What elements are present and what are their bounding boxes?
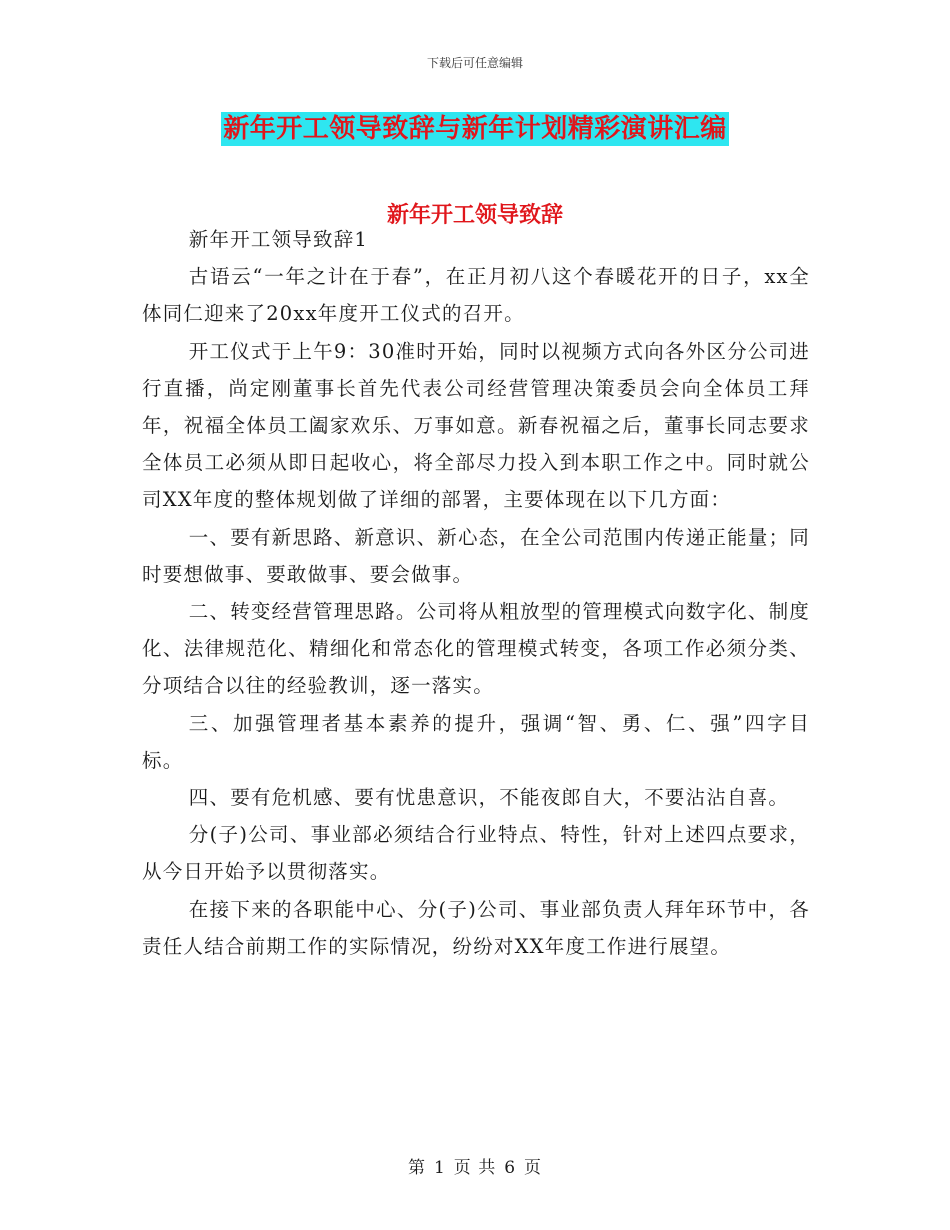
paragraph: 二、转变经营管理思路。公司将从粗放型的管理模式向数字化、制度化、法律规范化、精细化和常态化的管理模式转变，各项工作必须分类、分项结合以往的经验教训，逐一落实。 bbox=[142, 600, 810, 698]
page-footer bbox=[0, 1153, 950, 1178]
paragraph-heading: 新年开工领导致辞1 bbox=[188, 228, 369, 251]
footer-prefix: 第 bbox=[407, 1158, 426, 1178]
footer-middle: 页 共 bbox=[453, 1158, 497, 1178]
section-title: 新年开工领导致辞 bbox=[386, 202, 563, 228]
total-pages-number: 6 bbox=[504, 1158, 517, 1178]
current-page-number: 1 bbox=[433, 1158, 446, 1178]
paragraph: 一、要有新思路、新意识、新心态，在全公司范围内传递正能量；同时要想做事、要敢做事、要会做事。 bbox=[142, 525, 810, 586]
paragraph: 三、加强管理者基本素养的提升，强调“智、勇、仁、强”四字目标。 bbox=[142, 711, 810, 772]
body-text bbox=[142, 221, 810, 965]
paragraph: 古语云“一年之计在于春”，在正月初八这个春暖花开的日子，xx全体同仁迎来了20xx年度开工仪式的召开。 bbox=[142, 265, 810, 326]
main-title-container bbox=[0, 112, 950, 146]
main-title: 新年开工领导致辞与新年计划精彩演讲汇编 bbox=[223, 114, 727, 144]
paragraph: 在接下来的各职能中心、分(子)公司、事业部负责人拜年环节中，各责任人结合前期工作的实际情况，纷纷对XX年度工作进行展望。 bbox=[142, 897, 810, 958]
footer-suffix: 页 bbox=[524, 1158, 543, 1178]
paragraph: 开工仪式于上午9：30准时开始，同时以视频方式向各外区分公司进行直播，尚定刚董事长首先代表公司经营管理决策委员会向全体员工拜年，祝福全体员工阖家欢乐、万事如意。新春祝福之后，董事长同志要求全体员工必须从即日起收心，将全部尽力投入到本职工作之中。同时就公司XX年度的整体规划做了详细的部署，主要体现在以下几方面： bbox=[142, 339, 810, 512]
paragraph: 四、要有危机感、要有忧患意识，不能夜郎自大，不要沾沾自喜。 bbox=[188, 786, 790, 810]
header-note: 下载后可任意编辑 bbox=[426, 56, 523, 70]
paragraph: 分(子)公司、事业部必须结合行业特点、特性，针对上述四点要求，从今日开始予以贯彻落实。 bbox=[142, 823, 810, 884]
